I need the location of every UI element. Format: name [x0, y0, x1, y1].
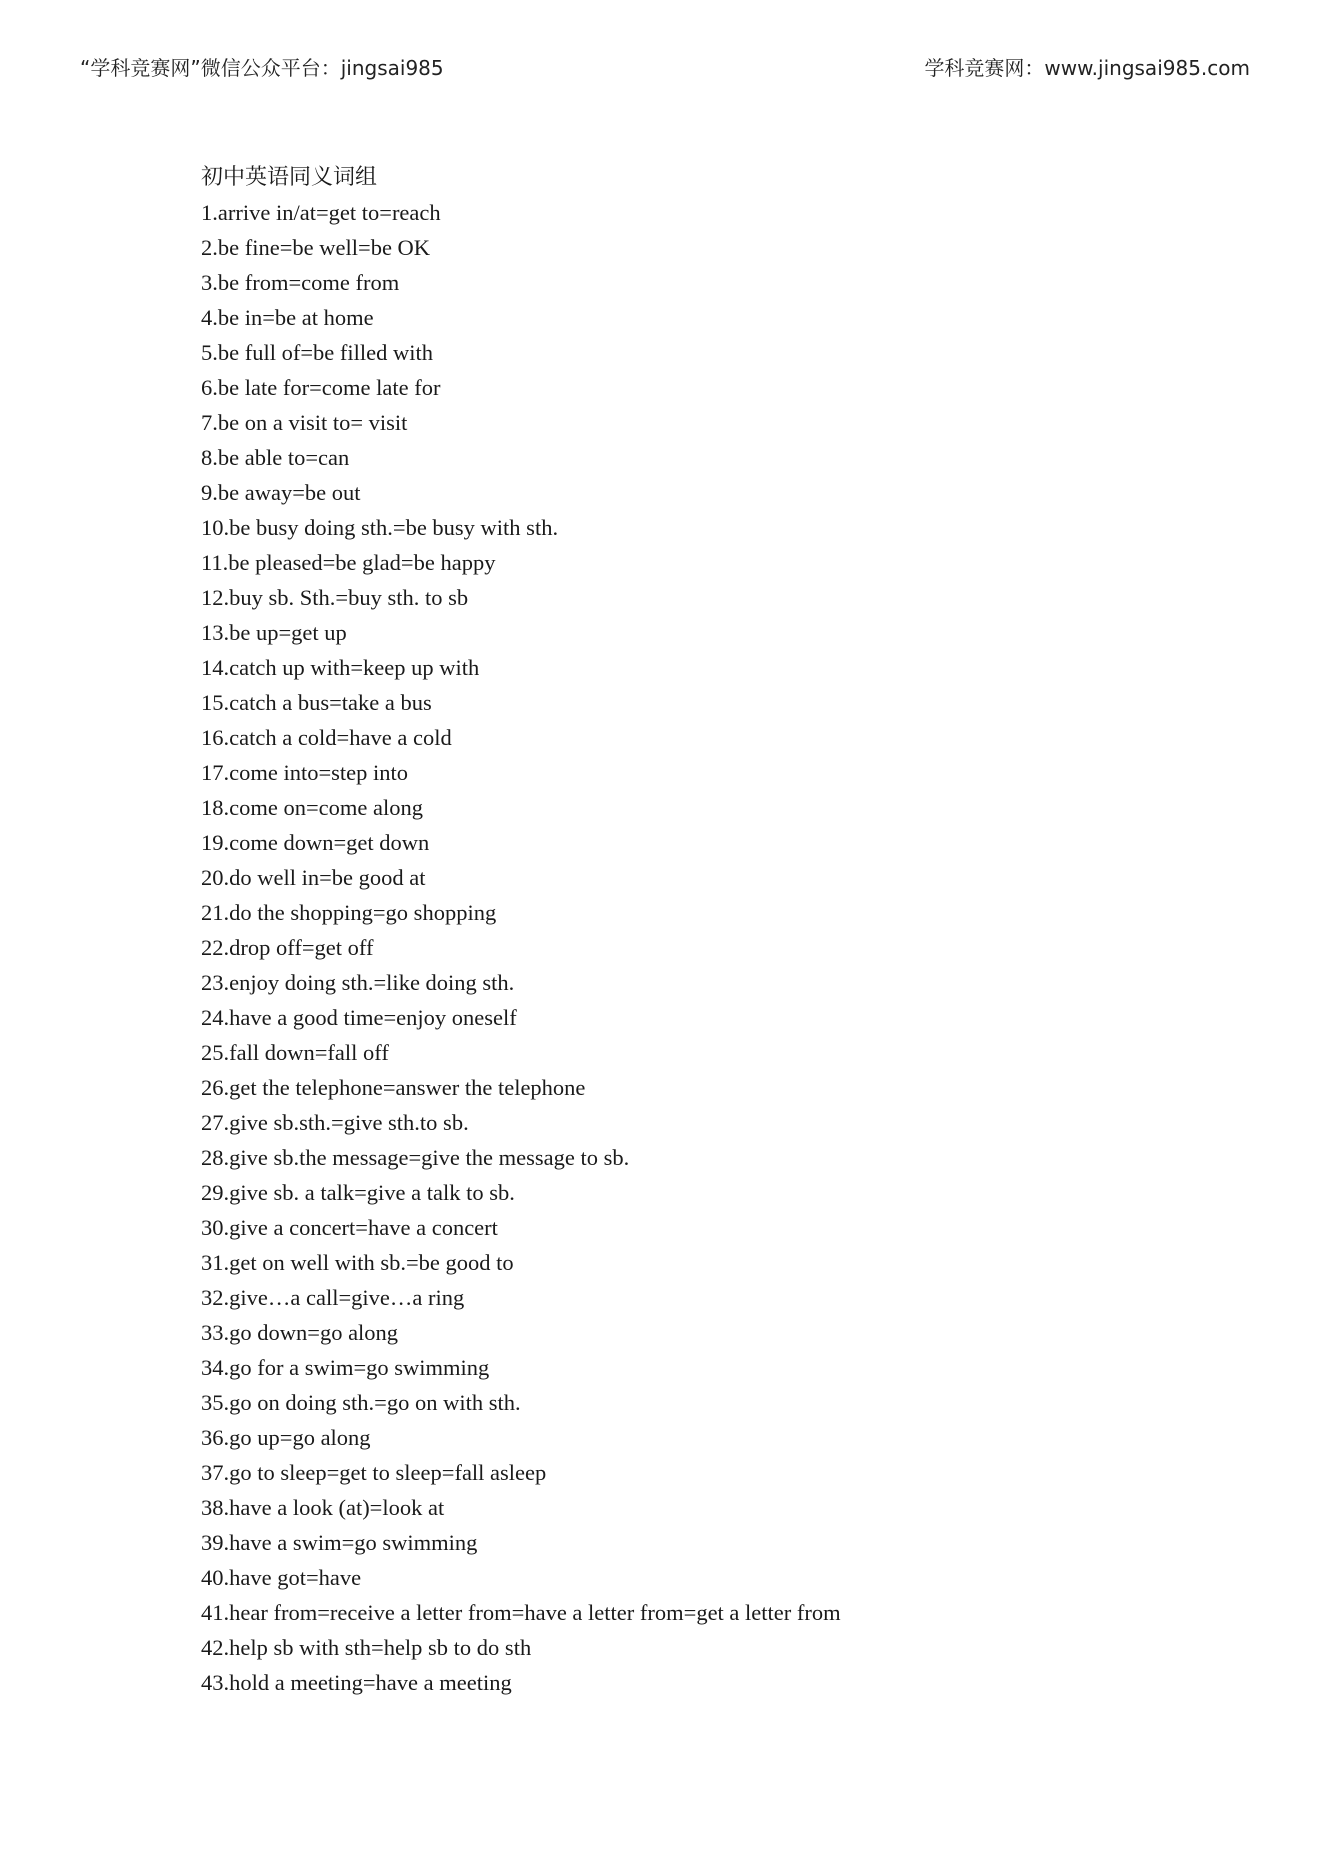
phrase-item: 29.give sb. a talk=give a talk to sb.: [201, 1180, 515, 1205]
phrase-item: 38.have a look (at)=look at: [201, 1495, 445, 1520]
phrase-item: 8.be able to=can: [201, 445, 350, 470]
page-header: [0, 0, 1323, 110]
phrase-item: 15.catch a bus=take a bus: [201, 690, 432, 715]
phrase-item: 14.catch up with=keep up with: [201, 655, 480, 680]
phrase-item: 5.be full of=be filled with: [201, 340, 434, 365]
phrase-item: 42.help sb with sth=help sb to do sth: [201, 1635, 532, 1660]
phrase-item: 25.fall down=fall off: [201, 1040, 389, 1065]
phrase-item: 18.come on=come along: [201, 795, 424, 820]
phrase-item: 41.hear from=receive a letter from=have a letter from=get a letter from: [201, 1600, 841, 1625]
phrase-item: 17.come into=step into: [201, 760, 409, 785]
phrase-item: 6.be late for=come late for: [201, 375, 441, 400]
header-right-text: 学科竞赛网：www.jingsai985.com: [924, 56, 1250, 80]
phrase-item: 33.go down=go along: [201, 1320, 399, 1345]
phrase-list: [201, 195, 1241, 1700]
phrase-item: 19.come down=get down: [201, 830, 430, 855]
phrase-item: 1.arrive in/at=get to=reach: [201, 200, 441, 225]
phrase-item: 9.be away=be out: [201, 480, 361, 505]
phrase-item: 39.have a swim=go swimming: [201, 1530, 478, 1555]
phrase-item: 12.buy sb. Sth.=buy sth. to sb: [201, 585, 469, 610]
phrase-item: 20.do well in=be good at: [201, 865, 426, 890]
phrase-item: 28.give sb.the message=give the message to sb.: [201, 1145, 630, 1170]
phrase-item: 23.enjoy doing sth.=like doing sth.: [201, 970, 515, 995]
phrase-item: 13.be up=get up: [201, 620, 347, 645]
phrase-item: 4.be in=be at home: [201, 305, 374, 330]
phrase-item: 3.be from=come from: [201, 270, 400, 295]
phrase-item: 35.go on doing sth.=go on with sth.: [201, 1390, 521, 1415]
phrase-item: 22.drop off=get off: [201, 935, 374, 960]
phrase-item: 2.be fine=be well=be OK: [201, 235, 431, 260]
phrase-item: 10.be busy doing sth.=be busy with sth.: [201, 515, 559, 540]
phrase-item: 40.have got=have: [201, 1565, 362, 1590]
phrase-item: 34.go for a swim=go swimming: [201, 1355, 490, 1380]
phrase-item: 11.be pleased=be glad=be happy: [201, 550, 496, 575]
document-body: [201, 160, 1241, 1700]
phrase-item: 26.get the telephone=answer the telephone: [201, 1075, 586, 1100]
phrase-item: 31.get on well with sb.=be good to: [201, 1250, 514, 1275]
phrase-item: 16.catch a cold=have a cold: [201, 725, 452, 750]
phrase-item: 36.go up=go along: [201, 1425, 371, 1450]
phrase-item: 43.hold a meeting=have a meeting: [201, 1670, 512, 1695]
phrase-item: 27.give sb.sth.=give sth.to sb.: [201, 1110, 469, 1135]
document-title: 初中英语同义词组: [201, 165, 378, 190]
phrase-item: 37.go to sleep=get to sleep=fall asleep: [201, 1460, 547, 1485]
phrase-item: 30.give a concert=have a concert: [201, 1215, 498, 1240]
phrase-item: 7.be on a visit to= visit: [201, 410, 408, 435]
phrase-item: 32.give…a call=give…a ring: [201, 1285, 465, 1310]
phrase-item: 21.do the shopping=go shopping: [201, 900, 497, 925]
phrase-item: 24.have a good time=enjoy oneself: [201, 1005, 517, 1030]
header-left-text: “学科竞赛网”微信公众平台：jingsai985: [80, 56, 444, 80]
